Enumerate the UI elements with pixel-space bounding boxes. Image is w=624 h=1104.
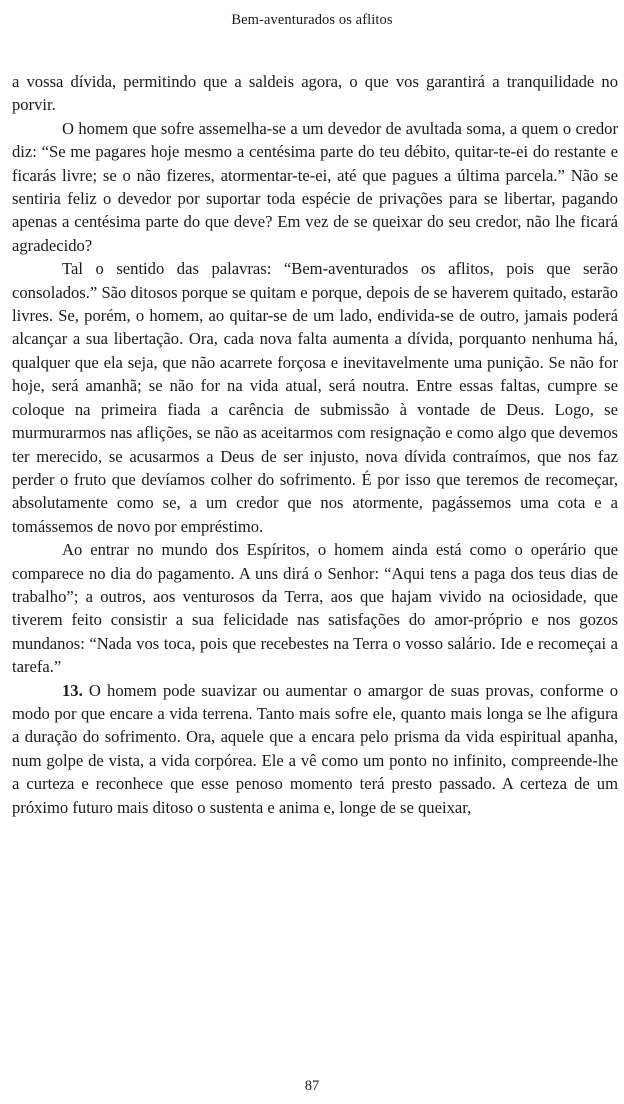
paragraph-continuation: a vossa dívida, permitindo que a saldeis agora, o que vos garantirá a tranquilidade no porvir. (12, 72, 618, 115)
section-number: 13. (62, 680, 83, 700)
paragraph-text: O homem pode suavizar ou aumentar o amargor de suas provas, conforme o modo por que encare a vida terrena. Tanto mais sofre ele, quanto mais longa se lhe afigura a duração do sofrimento. Ora, aquele que a encara pelo prisma da vida espiritual apanha, num golpe de vista, a vida corpórea. Ele a vê como um ponto no infinito, compreende-lhe a curteza e reconhece que esse penoso momento terá presto passado. A certeza de um próximo futuro mais ditoso o sustenta e anima e, longe de se queixar, (12, 680, 619, 817)
paragraph: Tal o sentido das palavras: “Bem-aventurados os aflitos, pois que serão consolados.” São ditosos porque se quitam e porque, depois de se haverem quitado, estarão livres. Se, porém, o homem, ao quitar-se de um lado, endivida-se de outro, jamais poderá alcançar a sua libertação. Ora, cada nova falta aumenta a dívida, porquanto nenhuma há, qualquer que ela seja, que não acarrete forçosa e inevitavelmente uma punição. Se não for hoje, será amanhã; se não for na vida atual, será noutra. Entre essas faltas, cumpre se coloque na primeira fiada a carência de submissão à vontade de Deus. Logo, se murmurarmos nas aflições, se não as aceitarmos com resignação e como algo que devemos ter merecido, se acusarmos a Deus de ser injusto, nova dívida contraímos, que nos faz perder o fruto que devíamos colher do sofrimento. É por isso que teremos de recomeçar, absolutamente como se, a um credor que nos atormente, pagássemos uma cota e a tomássemos de novo por empréstimo. (12, 259, 618, 536)
running-head: Bem-aventurados os aflitos (231, 12, 393, 28)
page-number: 87 (304, 1078, 320, 1094)
numbered-paragraph (12, 679, 618, 819)
paragraph: O homem que sofre assemelha-se a um devedor de avultada soma, a quem o credor diz: “Se me pagares hoje mesmo a centésima parte do teu débito, quitar-te-ei do restante e ficarás livre; se o não fizeres, atormentar-te-ei, até que pagues a última parcela.” Não se sentiria feliz o devedor por suportar toda espécie de privações para se libertar, pagando apenas a centésima parte do que deve? Em vez de se queixar do seu credor, não lhe ficará agradecido? (12, 118, 618, 255)
body-text (12, 70, 618, 819)
paragraph: Ao entrar no mundo dos Espíritos, o homem ainda está como o operário que comparece no dia do pagamento. A uns dirá o Senhor: “Aqui tens a paga dos teus dias de trabalho”; a outros, aos venturosos da Terra, aos que hajam vivido na ociosidade, que tiverem feito consistir a sua felicidade nas satisfações do amor-próprio e nos gozos mundanos: “Nada vos toca, pois que recebestes na Terra o vosso salário. Ide e recomeçai a tarefa.” (12, 540, 618, 677)
